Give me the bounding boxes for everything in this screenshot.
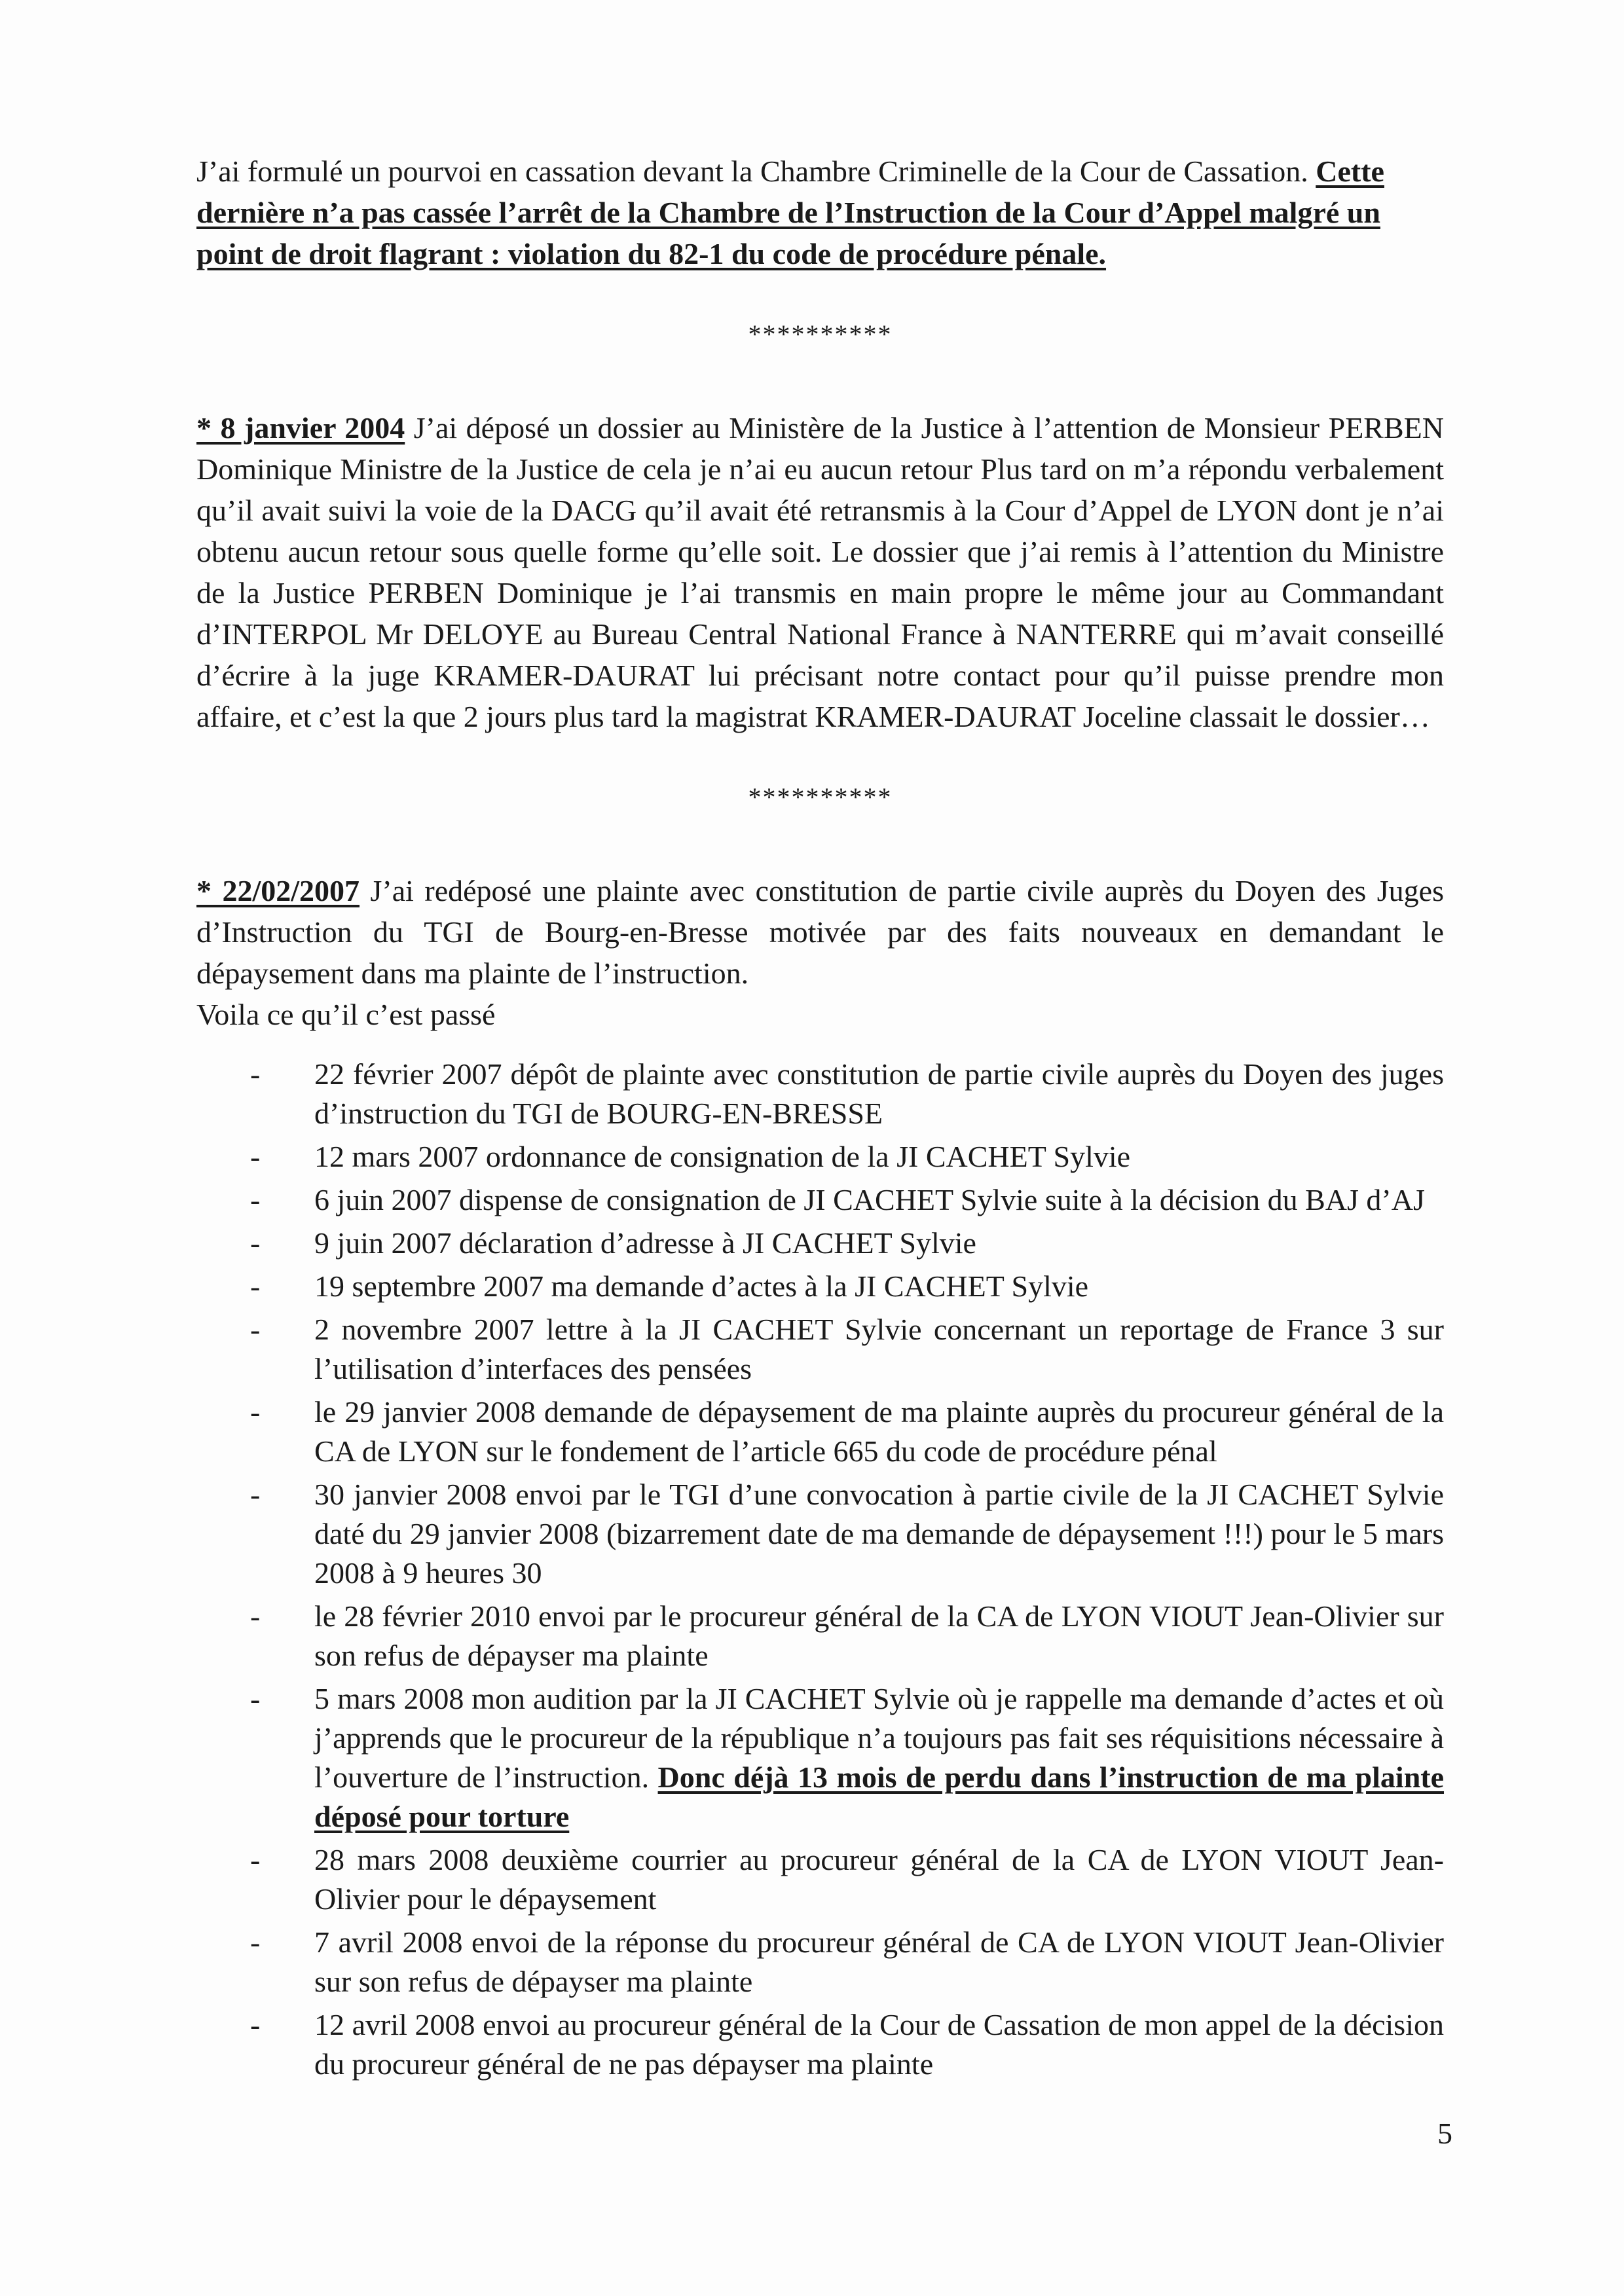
list-dash: - [250, 1925, 261, 1959]
list-item [196, 1840, 1444, 1919]
list-item [196, 1310, 1444, 1389]
list-dash: - [250, 1057, 261, 1091]
list-item [196, 1180, 1444, 1220]
events-list [196, 1055, 1444, 2084]
intro-text: J’ai formulé un pourvoi en cassation devant la Chambre Criminelle de la Cour de Cassation. [196, 155, 1308, 188]
list-dash: - [250, 1395, 261, 1429]
section-2004-paragraph [196, 407, 1444, 737]
page-number: 5 [1437, 2117, 1452, 2150]
list-item [196, 1923, 1444, 2001]
list-dash: - [250, 1226, 261, 1260]
list-item-text: 22 février 2007 dépôt de plainte avec constitution de partie civile auprès du Doyen des juges d’instruction du TGI de BOURG-EN-BRESSE [314, 1057, 1444, 1130]
document-body [196, 151, 1444, 2088]
section-2007-text: J’ai redéposé une plainte avec constitution de partie civile auprès du Doyen des Juges d’Instruction du TGI de Bourg-en-Bresse motivée par des faits nouveaux en demandant le dépaysement dans ma plainte de l’instruction. [196, 874, 1445, 990]
list-dash: - [250, 1140, 261, 1173]
list-dash: - [250, 1269, 261, 1303]
list-item-text: 12 mars 2007 ordonnance de consignation de la JI CACHET Sylvie [314, 1140, 1131, 1173]
section-2007-voila: Voila ce qu’il c’est passé [196, 998, 496, 1031]
list-item-text: 6 juin 2007 dispense de consignation de JI CACHET Sylvie suite à la décision du BAJ d’AJ [314, 1183, 1425, 1216]
list-dash: - [250, 1843, 261, 1876]
intro-bold-statement: Cette dernière n’a pas cassée l’arrêt de la Chambre de l’Instruction de la Cour d’Appel malgré un point de droit flagrant : violation du 82-1 du code de procédure pénale. [196, 155, 1384, 270]
list-item-text: 28 mars 2008 deuxième courrier au procureur général de la CA de LYON VIOUT Jean-Olivier pour le dépaysement [314, 1843, 1444, 1916]
list-item-text: 12 avril 2008 envoi au procureur général de la Cour de Cassation de mon appel de la décision du procureur général de ne pas dépayser ma plainte [314, 2008, 1444, 2081]
list-item [196, 1137, 1444, 1176]
list-item [196, 2005, 1444, 2084]
list-item-text: 30 janvier 2008 envoi par le TGI d’une convocation à partie civile de la JI CACHET Sylvie daté du 29 janvier 2008 (bizarrement date de ma demande de dépaysement !!!) pour le 5 mars 2008 à 9 heures 30 [314, 1478, 1444, 1590]
separator: ********** [748, 782, 893, 812]
list-item [196, 1475, 1444, 1593]
list-item-text: 19 septembre 2007 ma demande d’actes à la JI CACHET Sylvie [314, 1269, 1089, 1303]
list-item-text: 5 mars 2008 mon audition par la JI CACHET Sylvie où je rappelle ma demande d’actes et où j’apprends que le procureur de la république n’a toujours pas fait ses réquisitions nécessaire à l’ouverture de l’instruction. [314, 1682, 1444, 1794]
separator: ********** [748, 319, 893, 349]
list-item-text: 7 avril 2008 envoi de la réponse du procureur général de CA de LYON VIOUT Jean-Olivier sur son refus de dépayser ma plainte [314, 1925, 1444, 1998]
list-dash: - [250, 1313, 261, 1346]
list-dash: - [250, 1599, 261, 1633]
list-item [196, 1055, 1444, 1133]
list-dash: - [250, 2008, 261, 2041]
intro-paragraph [196, 151, 1444, 274]
section-2004-text: J’ai déposé un dossier au Ministère de la Justice à l’attention de Monsieur PERBEN Dominique Ministre de la Justice de cela je n’ai eu aucun retour Plus tard on m’a répondu verbalement qu’il avait suivi la voie de la DACG qu’il avait été retransmis à la Cour d’Appel de LYON dont je n’ai obtenu aucun retour sous quelle forme qu’elle soit. Le dossier que j’ai remis à l’attention du Ministre de la Justice PERBEN Dominique je l’ai transmis en main propre le même jour au Commandant d’INTERPOL Mr DELOYE au Bureau Central National France à NANTERRE qui m’avait conseillé d’écrire à la juge KRAMER-DAURAT lui précisant notre contact pour qu’il puisse prendre mon affaire, et c’est la que 2 jours plus tard la magistrat KRAMER-DAURAT Joceline classait le dossier… [196, 411, 1444, 733]
list-item-bold-text: Donc déjà 13 mois de perdu dans l’instruction de ma plainte déposé pour torture [314, 1760, 1445, 1833]
section-2004-date: * 8 janvier 2004 [196, 411, 405, 445]
list-dash: - [250, 1478, 261, 1511]
list-item-text: 9 juin 2007 déclaration d’adresse à JI CACHET Sylvie [314, 1226, 976, 1260]
list-item [196, 1224, 1444, 1263]
list-dash: - [250, 1682, 261, 1715]
list-item-text: le 29 janvier 2008 demande de dépaysement de ma plainte auprès du procureur général de la CA de LYON sur le fondement de l’article 665 du code de procédure pénal [314, 1395, 1444, 1468]
list-item [196, 1267, 1444, 1306]
list-item-text: le 28 février 2010 envoi par le procureur général de la CA de LYON VIOUT Jean-Olivier sur son refus de dépayser ma plainte [314, 1599, 1444, 1672]
list-item [196, 1393, 1444, 1471]
list-item [196, 1597, 1444, 1675]
list-item [196, 1679, 1444, 1836]
list-item-text: 2 novembre 2007 lettre à la JI CACHET Sylvie concernant un reportage de France 3 sur l’utilisation d’interfaces des pensées [314, 1313, 1444, 1385]
list-dash: - [250, 1183, 261, 1216]
section-2007-date: * 22/02/2007 [196, 874, 360, 907]
section-2007-paragraph [196, 870, 1444, 994]
